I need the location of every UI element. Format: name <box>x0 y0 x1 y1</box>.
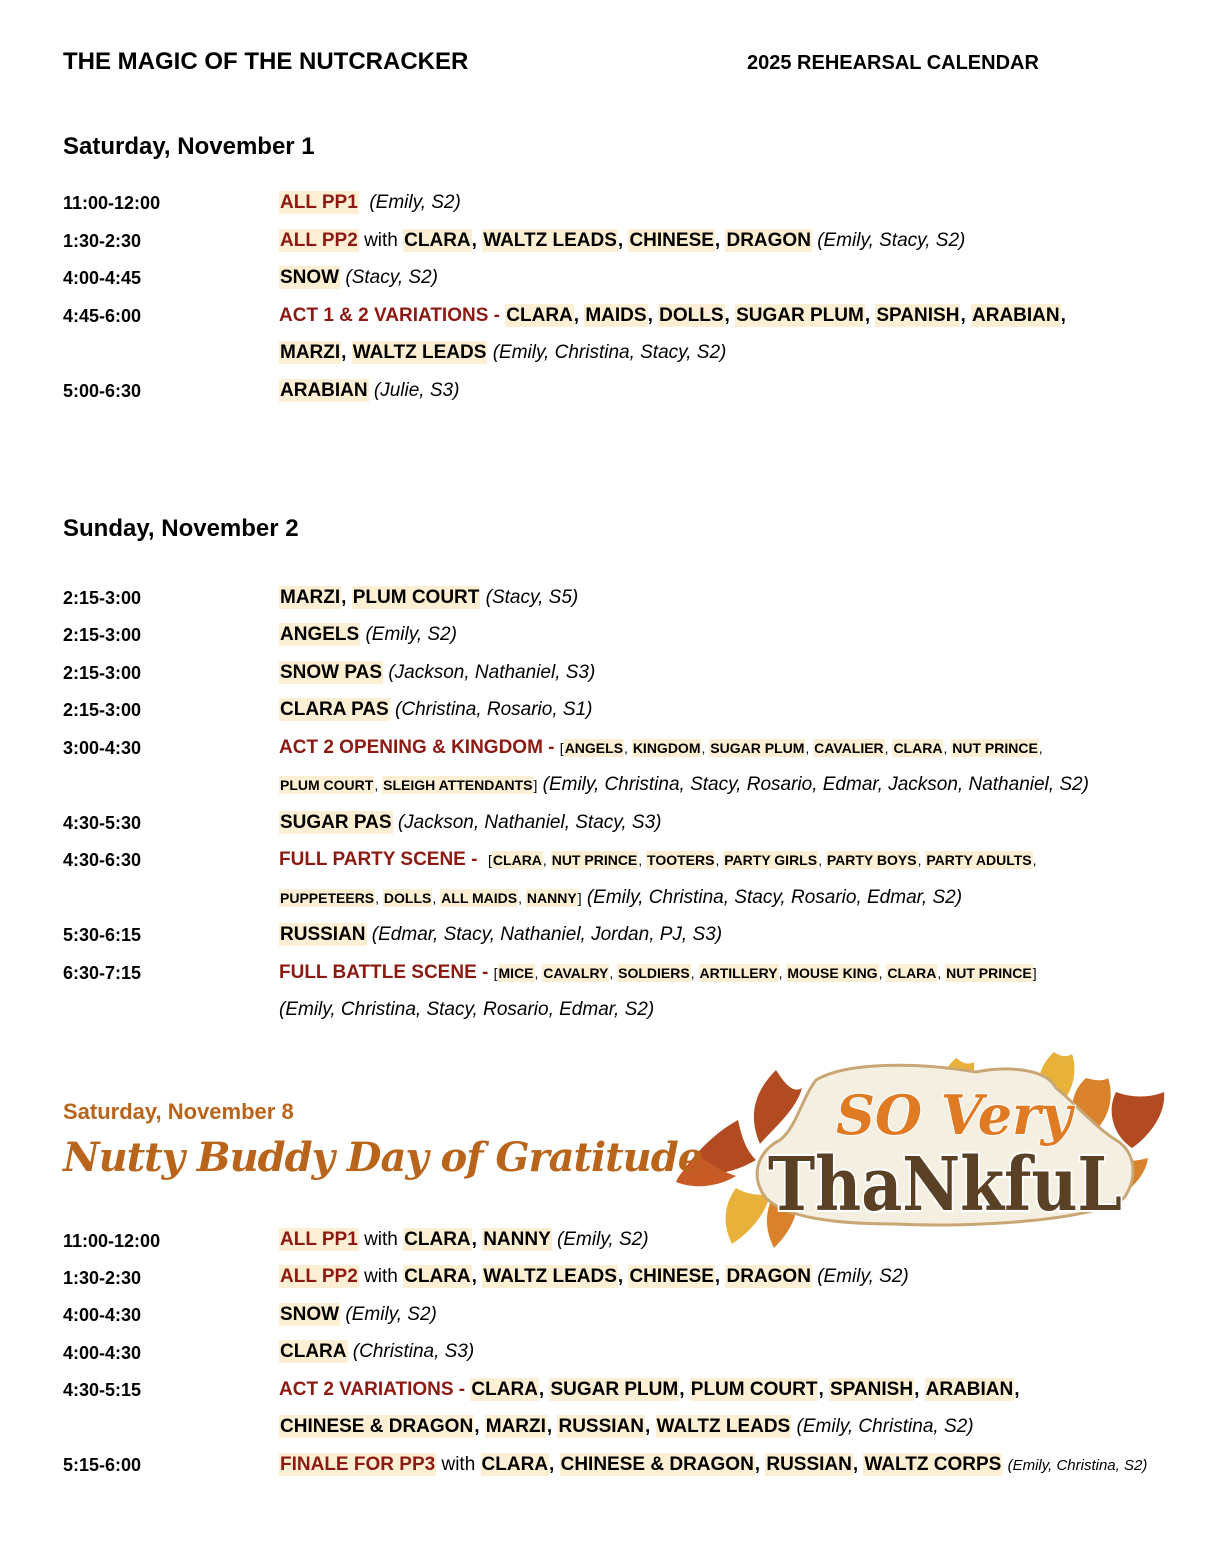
staff-note: (Emily, Stacy, S2) <box>817 230 966 251</box>
group-label: FINALE FOR PP3 <box>280 1454 436 1475</box>
staff-note: (Jackson, Nathaniel, S3) <box>388 662 596 683</box>
time-slot: 5:00-6:30 <box>63 381 142 401</box>
schedule-entry <box>279 699 592 721</box>
role-label: CLARA <box>481 1454 549 1475</box>
group-label: ALL PP1 <box>280 192 358 213</box>
role-label: SPANISH <box>830 1379 914 1400</box>
time-slot: 2:15-3:00 <box>63 700 142 720</box>
role-label: ARABIAN <box>925 1379 1014 1400</box>
role-label: CLARA <box>887 965 937 981</box>
graphic-text-so-very: SO Very <box>836 1083 1072 1147</box>
schedule-entry: ACT 1 & 2 VARIATIONS - CLARA, MAIDS, DOLLS, SUGAR PLUM, SPANISH, ARABIAN, <box>279 305 1066 326</box>
role-label: WALTZ LEADS <box>656 1416 791 1437</box>
role-label: WALTZ CORPS <box>864 1454 1002 1475</box>
schedule-entry <box>279 812 662 834</box>
role-label: SOLDIERS <box>618 965 690 981</box>
time-slot: 4:00-4:45 <box>63 268 142 288</box>
role-label: SPANISH <box>876 305 960 326</box>
schedule-entry-continued: CHINESE & DRAGON, MARZI, RUSSIAN, WALTZ LEADS (Emily, Christina, S2) <box>280 1416 974 1437</box>
role-label: DRAGON <box>726 1266 811 1287</box>
time-slot: 4:00-4:30 <box>63 1305 142 1325</box>
role-label: PUPPETEERS <box>280 890 375 906</box>
staff-note: (Emily, Christina, Stacy, Rosario, Edmar, S2) <box>279 999 655 1020</box>
role-label: SLEIGH ATTENDANTS <box>383 777 533 793</box>
role-label: PLUM COURT <box>352 587 480 608</box>
schedule-entry-continued <box>279 999 654 1021</box>
time-slot: 4:30-5:30 <box>63 813 142 833</box>
staff-note: (Emily, Christina, Stacy, Rosario, Edmar, S2) <box>586 887 963 908</box>
schedule-entry: ALL PP2 with CLARA, WALTZ LEADS, CHINESE, DRAGON (Emily, S2) <box>280 1266 909 1287</box>
role-label: SNOW PAS <box>280 662 383 683</box>
staff-note: (Emily, S2) <box>345 1304 437 1325</box>
group-label: ALL PP2 <box>280 1266 358 1287</box>
role-label: MARZI <box>280 587 341 608</box>
role-label: SNOW <box>280 267 340 288</box>
time-slot: 1:30-2:30 <box>63 231 142 251</box>
role-label: ANGELS <box>280 624 360 645</box>
time-slot: 1:30-2:30 <box>63 1268 142 1288</box>
day-heading: Sunday, November 2 <box>63 515 299 542</box>
day-heading: Saturday, November 1 <box>63 133 315 160</box>
role-label: RUSSIAN <box>766 1454 852 1475</box>
schedule-entry <box>279 624 457 646</box>
role-label: CHINESE & DRAGON <box>280 1416 474 1437</box>
role-label: NANNY <box>483 1229 551 1250</box>
role-label: ANGELS <box>564 740 624 756</box>
role-label: MARZI <box>280 342 341 363</box>
time-slot: 4:30-6:30 <box>63 850 142 870</box>
theme-title: Nutty Buddy Day of Gratitude <box>63 1134 703 1181</box>
role-label: CLARA <box>893 740 943 756</box>
role-label: PLUM COURT <box>690 1379 818 1400</box>
day-heading: Saturday, November 8 <box>63 1099 294 1124</box>
schedule-entry <box>279 380 459 402</box>
so-very-thankful-graphic <box>676 1048 1170 1252</box>
schedule-entry: ACT 2 VARIATIONS - CLARA, SUGAR PLUM, PLUM COURT, SPANISH, ARABIAN, <box>279 1379 1020 1400</box>
role-label: PLUM COURT <box>280 777 374 793</box>
staff-note: (Edmar, Stacy, Nathaniel, Jordan, PJ, S3) <box>371 924 723 945</box>
staff-note: (Emily, S2) <box>817 1266 909 1287</box>
group-label: ALL PP1 <box>280 1229 358 1250</box>
schedule-entry <box>279 662 595 684</box>
staff-note: (Christina, Rosario, S1) <box>395 699 593 720</box>
schedule-entry: ACT 2 OPENING & KINGDOM - [ANGELS, KINGDOM, SUGAR PLUM, CAVALIER, CLARA, NUT PRINCE, <box>279 737 1043 758</box>
schedule-entry: FULL PARTY SCENE - [CLARA, NUT PRINCE, TOOTERS, PARTY GIRLS, PARTY BOYS, PARTY ADULTS, <box>279 849 1037 870</box>
role-label: NUT PRINCE <box>946 965 1032 981</box>
role-label: WALTZ LEADS <box>483 1266 617 1287</box>
time-slot: 2:15-3:00 <box>63 663 142 683</box>
role-label: CHINESE & DRAGON <box>560 1454 754 1475</box>
time-slot: 5:15-6:00 <box>63 1455 142 1475</box>
role-label: SUGAR PLUM <box>736 305 864 326</box>
staff-note: (Emily, Christina, Stacy, S2) <box>492 342 727 363</box>
role-label: ARABIAN <box>972 305 1060 326</box>
role-label: NANNY <box>526 890 577 906</box>
role-label: WALTZ LEADS <box>483 230 617 251</box>
role-label: CLARA <box>404 1229 471 1250</box>
role-label: CLARA <box>404 230 471 251</box>
staff-note: (Emily, S2) <box>557 1229 649 1250</box>
staff-note: (Emily, Christina, S2) <box>796 1416 974 1437</box>
document-subtitle: 2025 REHEARSAL CALENDAR <box>747 52 1039 74</box>
staff-note: (Stacy, S5) <box>485 587 579 608</box>
schedule-entry: ALL PP1 with CLARA, NANNY (Emily, S2) <box>280 1229 649 1250</box>
staff-note: (Emily, S2) <box>365 624 457 645</box>
time-slot: 4:30-5:15 <box>63 1380 142 1400</box>
role-label: CLARA <box>492 852 542 868</box>
role-label: MICE <box>498 965 534 981</box>
role-label: CLARA <box>506 305 573 326</box>
section-title: FULL BATTLE SCENE - <box>279 962 489 983</box>
role-label: TOOTERS <box>647 852 715 868</box>
role-label: SUGAR PLUM <box>710 740 805 756</box>
role-label: WALTZ LEADS <box>352 342 487 363</box>
schedule-entry <box>279 1304 437 1326</box>
role-label: RUSSIAN <box>280 924 366 945</box>
role-label: CAVALIER <box>814 740 884 756</box>
staff-note: (Jackson, Nathaniel, Stacy, S3) <box>397 812 662 833</box>
role-label: RUSSIAN <box>558 1416 644 1437</box>
time-slot: 4:00-4:30 <box>63 1343 142 1363</box>
role-label: DOLLS <box>383 890 432 906</box>
schedule-entry-continued: PUPPETEERS, DOLLS, ALL MAIDS, NANNY] (Emily, Christina, Stacy, Rosario, Edmar, S2) <box>280 887 963 908</box>
role-label: PARTY BOYS <box>826 852 917 868</box>
role-label: CLARA <box>404 1266 471 1287</box>
role-label: CLARA PAS <box>280 699 389 720</box>
role-label: ARTILLERY <box>699 965 778 981</box>
document-title: THE MAGIC OF THE NUTCRACKER <box>63 48 469 75</box>
role-label: NUT PRINCE <box>551 852 638 868</box>
role-label: DOLLS <box>659 305 724 326</box>
role-label: MAIDS <box>585 305 647 326</box>
role-label: PARTY ADULTS <box>926 852 1032 868</box>
graphic-text-thankful: ThaNkfuL <box>768 1142 1122 1228</box>
schedule-entry <box>279 267 438 289</box>
role-label: ALL MAIDS <box>441 890 518 906</box>
schedule-entry <box>279 924 722 946</box>
section-title: ACT 2 VARIATIONS - <box>279 1379 466 1400</box>
schedule-entry <box>279 1341 474 1363</box>
staff-note: (Emily, Christina, S2) <box>1007 1457 1148 1474</box>
time-slot: 11:00-12:00 <box>63 1231 161 1251</box>
role-label: MOUSE KING <box>787 965 878 981</box>
role-label: CHINESE <box>629 230 714 251</box>
schedule-entry: ALL PP2 with CLARA, WALTZ LEADS, CHINESE, DRAGON (Emily, Stacy, S2) <box>280 230 966 251</box>
time-slot: 11:00-12:00 <box>63 193 161 213</box>
schedule-entry-continued: MARZI, WALTZ LEADS (Emily, Christina, Stacy, S2) <box>280 342 727 363</box>
role-label: MARZI <box>485 1416 546 1437</box>
time-slot: 6:30-7:15 <box>63 963 142 983</box>
schedule-entry <box>279 192 461 214</box>
role-label: KINGDOM <box>632 740 701 756</box>
staff-note: (Julie, S3) <box>373 380 460 401</box>
schedule-entry: FINALE FOR PP3 with CLARA, CHINESE & DRAGON, RUSSIAN, WALTZ CORPS (Emily, Christina, S2) <box>280 1454 1148 1475</box>
time-slot: 2:15-3:00 <box>63 588 142 608</box>
role-label: SNOW <box>280 1304 340 1325</box>
role-label: ARABIAN <box>280 380 368 401</box>
time-slot: 3:00-4:30 <box>63 738 142 758</box>
time-slot: 2:15-3:00 <box>63 625 142 645</box>
staff-note: (Emily, Christina, Stacy, Rosario, Edmar, Jackson, Nathaniel, S2) <box>542 774 1089 795</box>
section-title: FULL PARTY SCENE - <box>279 849 478 870</box>
section-title: ACT 2 OPENING & KINGDOM - <box>279 737 555 758</box>
staff-note: (Emily, S2) <box>369 192 461 213</box>
group-label: ALL PP2 <box>280 230 358 251</box>
schedule-entry: MARZI, PLUM COURT (Stacy, S5) <box>280 587 579 608</box>
role-label: CLARA <box>280 1341 347 1362</box>
role-label: CAVALRY <box>543 965 609 981</box>
role-label: PARTY GIRLS <box>724 852 818 868</box>
role-label: CLARA <box>471 1379 538 1400</box>
time-slot: 4:45-6:00 <box>63 306 142 326</box>
section-title: ACT 1 & 2 VARIATIONS - <box>279 305 500 326</box>
time-slot: 5:30-6:15 <box>63 925 142 945</box>
role-label: NUT PRINCE <box>952 740 1038 756</box>
schedule-entry-continued: PLUM COURT, SLEIGH ATTENDANTS] (Emily, Christina, Stacy, Rosario, Edmar, Jackson, Nathaniel, S2) <box>280 774 1089 795</box>
staff-note: (Stacy, S2) <box>345 267 438 288</box>
staff-note: (Christina, S3) <box>352 1341 475 1362</box>
schedule-entry: FULL BATTLE SCENE - [MICE, CAVALRY, SOLDIERS, ARTILLERY, MOUSE KING, CLARA, NUT PRINCE] <box>279 962 1037 983</box>
role-label: SUGAR PLUM <box>550 1379 679 1400</box>
role-label: DRAGON <box>726 230 811 251</box>
role-label: SUGAR PAS <box>280 812 392 833</box>
role-label: CHINESE <box>629 1266 714 1287</box>
